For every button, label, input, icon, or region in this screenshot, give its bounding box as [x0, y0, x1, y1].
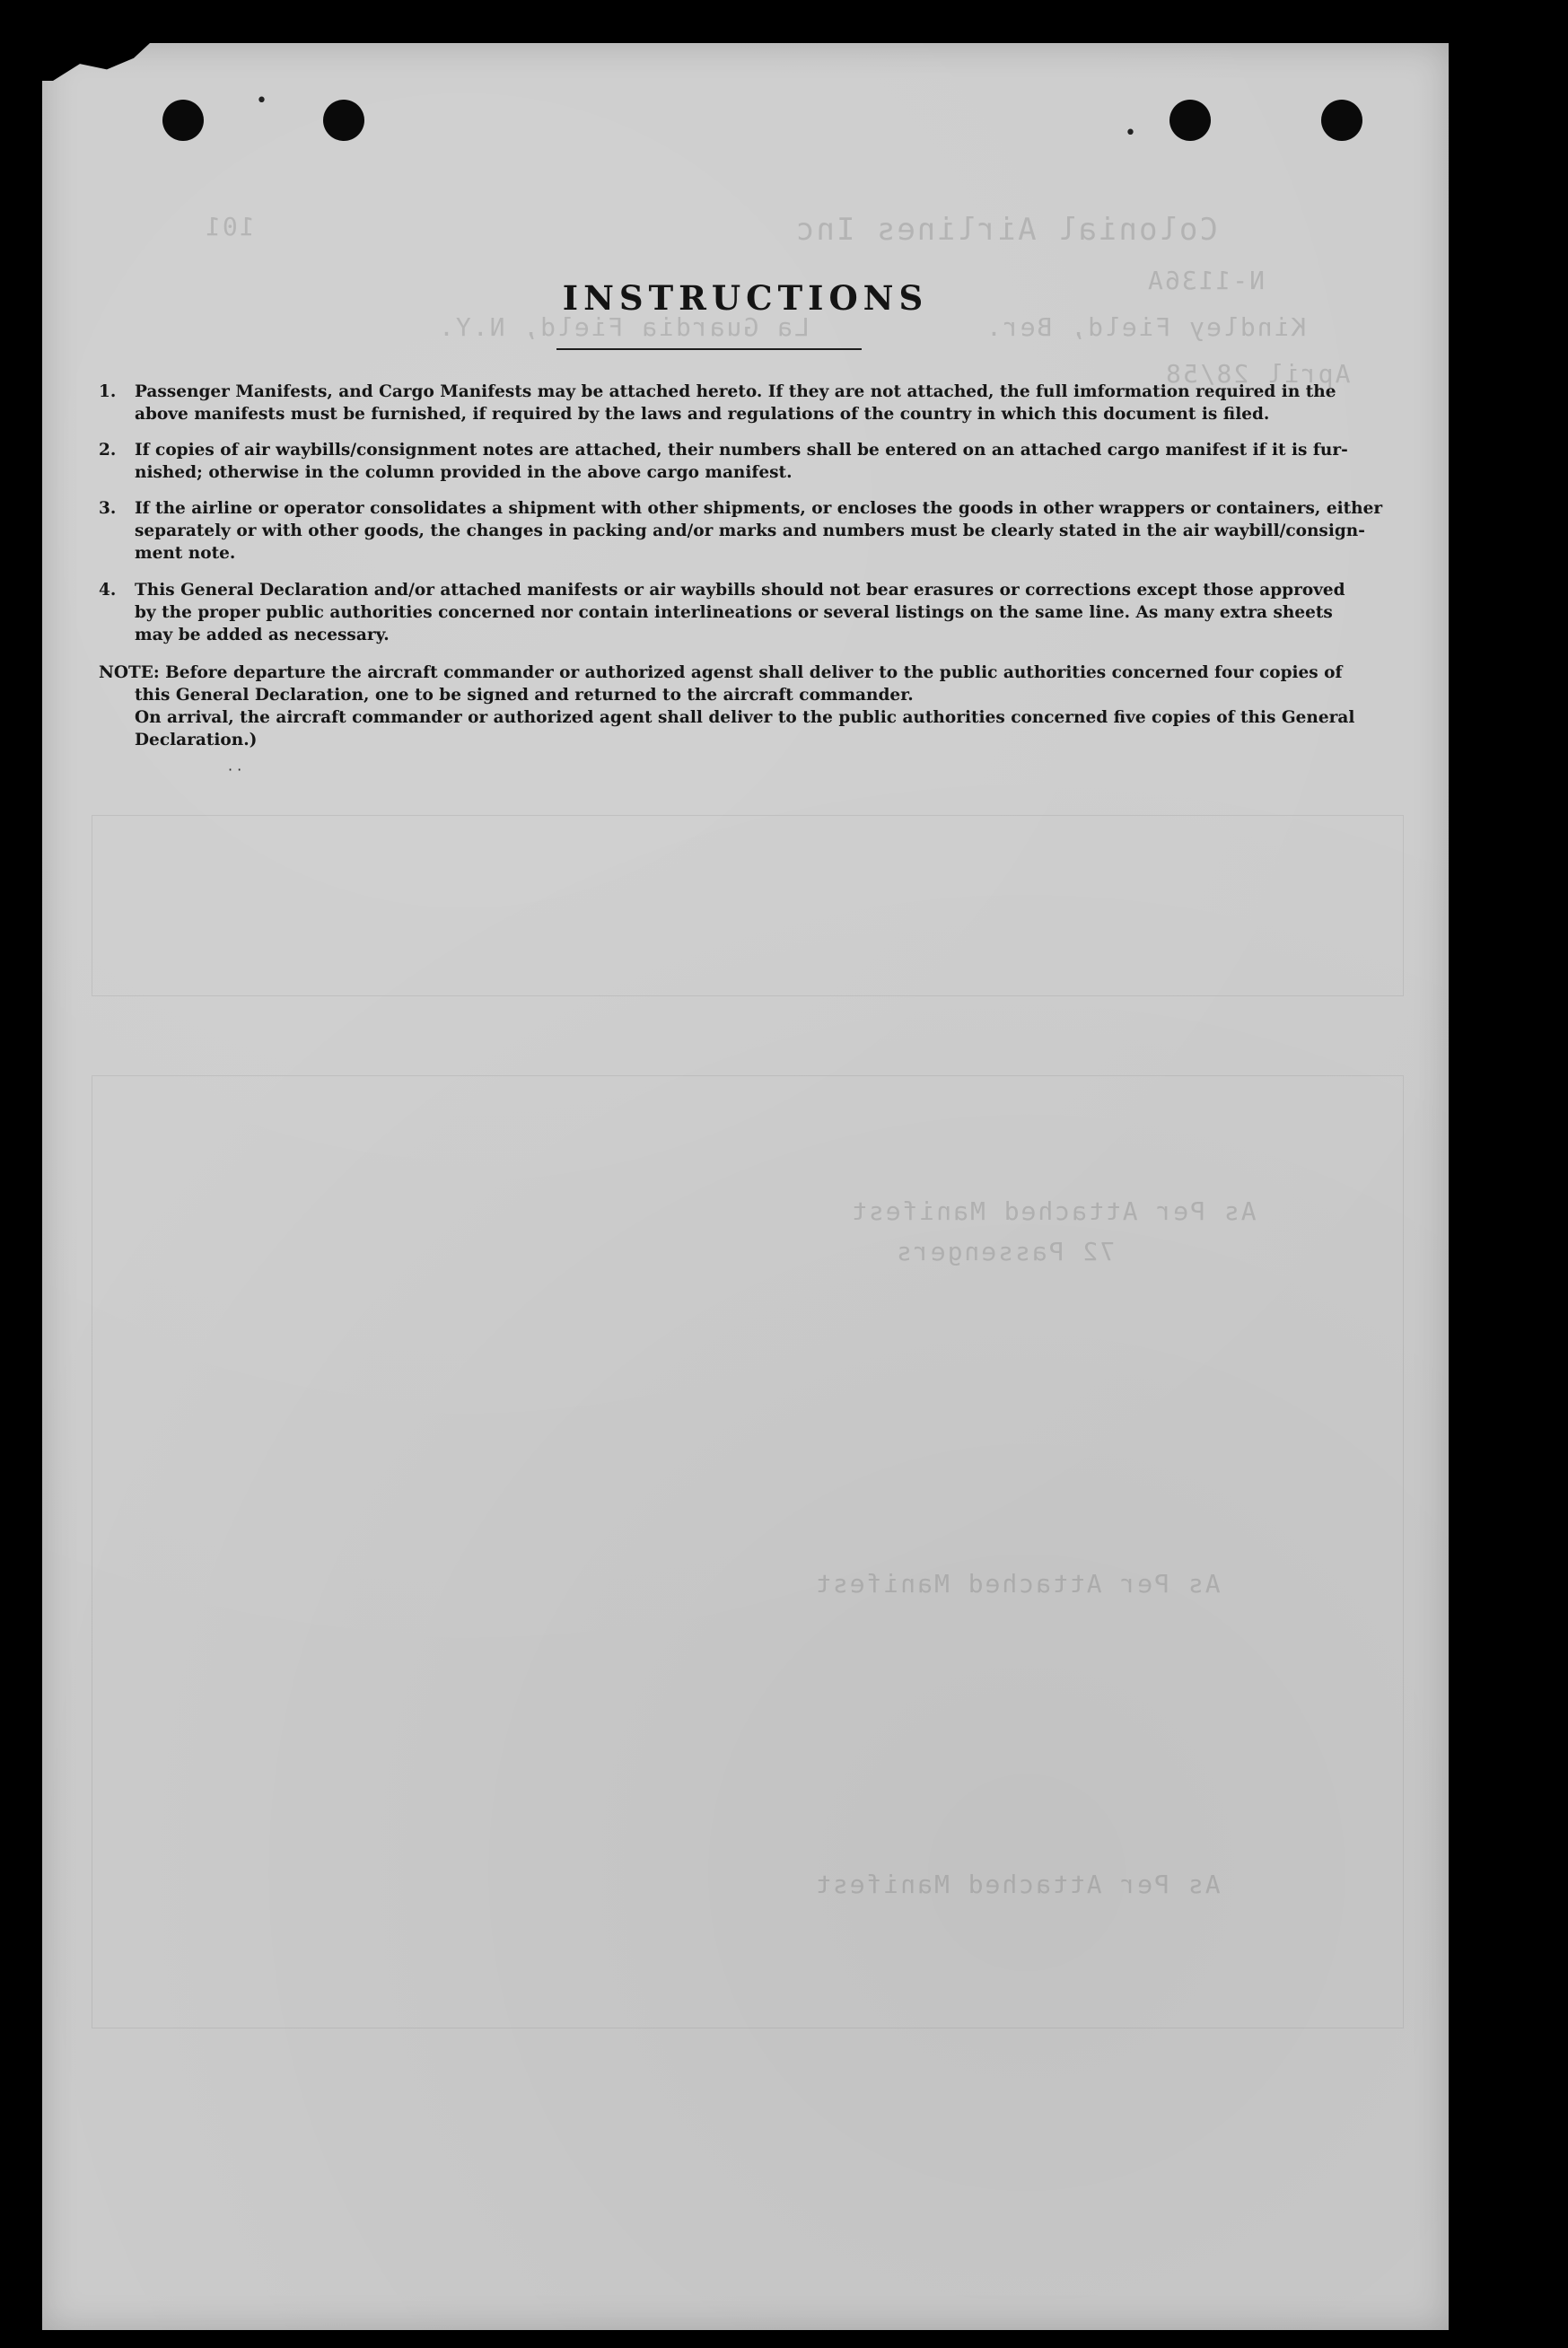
- ink-speck: · ·: [228, 761, 242, 778]
- item-text: If copies of air waybills/consignment notes are attached, their numbers shall be entered on an attached cargo manifest if it is fur- nished; otherwise in the column provided in the above cargo manifest.: [135, 441, 1348, 482]
- bleed-through-text: April 28/58: [1164, 359, 1351, 389]
- bleed-through-box: [92, 1075, 1404, 2028]
- bleed-through-text: N-1136A: [1146, 266, 1266, 295]
- bleed-through-text: As Per Attached Manifest: [814, 1569, 1221, 1599]
- ink-speck: •: [256, 90, 267, 112]
- item-text: Passenger Manifests, and Cargo Manifests may be attached hereto. If they are not attached, the full imformation required in the above manifests must be furnished, if required by the laws and regulations of the country in which this document is filed.: [135, 382, 1336, 424]
- note-line: Declaration.): [135, 731, 258, 749]
- bleed-through-text: Colonial Airlines Inc: [794, 212, 1218, 248]
- item-number: 1.: [99, 382, 117, 401]
- punch-hole-left-1: [162, 100, 204, 141]
- ink-speck: •: [1125, 122, 1136, 145]
- bleed-through-text: As Per Attached Manifest: [850, 1196, 1257, 1226]
- item-number: 2.: [99, 441, 117, 460]
- instructions-heading: INSTRUCTIONS: [562, 278, 929, 318]
- item-number: 3.: [99, 499, 117, 518]
- document-page: [42, 43, 1449, 2330]
- torn-corner: [42, 43, 150, 81]
- bleed-through-text: Kindley Field, Ber.: [985, 312, 1307, 342]
- note-block: [99, 661, 1449, 751]
- punch-hole-right-1: [1169, 100, 1211, 141]
- bleed-through-box: [92, 815, 1404, 996]
- note-line: this General Declaration, one to be signed and returned to the aircraft commander.: [135, 686, 914, 705]
- item-text: This General Declaration and/or attached manifests or air waybills should not bear erasures or corrections except those approved by the proper public authorities concerned nor contain interlineations or several listings on the same line. As many extra sheets may be added as necessary.: [135, 581, 1345, 644]
- item-text: If the airline or operator consolidates a shipment with other shipments, or encloses the goods in other wrappers or containers, either separately or with other goods, the changes in packing and/or marks and numbers must be clearly stated in the air waybill/consign- ment note.: [135, 499, 1383, 563]
- bleed-through-text: La Guardia Field, N.Y.: [437, 312, 810, 342]
- note-line: NOTE: Before departure the aircraft commander or authorized agenst shall deliver to the public authorities concerned four copies of: [99, 663, 1343, 682]
- bleed-through-text: 101: [204, 212, 255, 241]
- heading-underline: [556, 348, 862, 350]
- punch-hole-right-2: [1321, 100, 1362, 141]
- note-line: On arrival, the aircraft commander or authorized agent shall deliver to the public authorities concerned five copies of this General: [135, 708, 1355, 727]
- bleed-through-text: 72 Passengers: [895, 1237, 1116, 1266]
- item-number: 4.: [99, 581, 117, 600]
- bleed-through-text: As Per Attached Manifest: [814, 1870, 1221, 1899]
- punch-hole-left-2: [323, 100, 364, 141]
